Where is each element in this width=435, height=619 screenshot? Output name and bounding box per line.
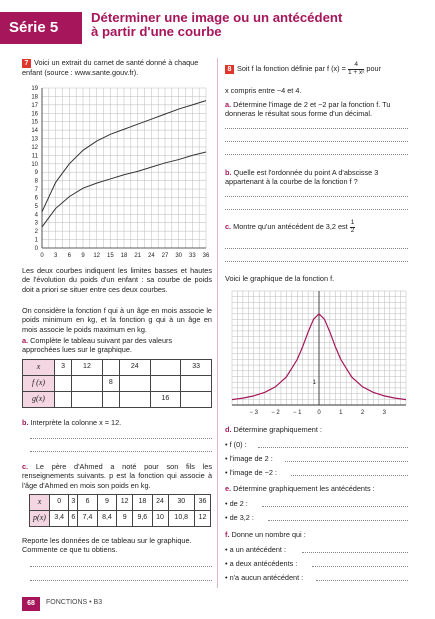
table-cell: 9,6 — [133, 511, 152, 527]
ex8-intro-a: Soit f la fonction définie par f (x) = — [237, 64, 346, 74]
footer-text: FONCTIONS • B3 — [46, 599, 103, 606]
table-row — [30, 495, 211, 511]
table-cell: 10,8 — [168, 511, 194, 527]
ex7-table2 — [29, 494, 211, 527]
table-cell: 33 — [181, 360, 212, 376]
y-tick-label: 0 — [34, 246, 38, 252]
table-cell[interactable] — [55, 376, 72, 392]
answer-line[interactable] — [30, 451, 212, 452]
ex7-qa-label: a. — [22, 336, 29, 345]
ex7-para1: Les deux courbes indiquent les limites basses et hautes de l'évolution du poids d'un enfant : sa courbe de poids doit a priori se situer entre ces deux courbes. — [22, 266, 212, 294]
ex8-qc-label: c. — [225, 222, 232, 232]
table-cell: 24 — [119, 360, 150, 376]
table-cell: 3,4 — [50, 511, 69, 527]
ex8-intro — [225, 62, 415, 77]
ex8-qc-fraction — [350, 220, 356, 235]
function-chart-grid — [232, 291, 406, 405]
answer-line[interactable] — [225, 248, 408, 249]
x-tick-label: − 2 — [271, 410, 280, 416]
ex8-intro-b: pour — [366, 64, 382, 74]
table-cell[interactable] — [119, 392, 150, 408]
table-cell: 6 — [78, 495, 97, 511]
y-tick-label: 6 — [34, 195, 38, 202]
table-cell: p(x) — [30, 511, 50, 527]
ex7-intro — [22, 58, 212, 77]
weight-chart — [20, 84, 216, 264]
frac-denominator: 1 + x² — [347, 68, 365, 76]
x-tick-label: 3 — [382, 410, 386, 416]
table-cell: 16 — [150, 392, 181, 408]
x-tick-label: 18 — [120, 253, 128, 259]
ex7-table1 — [22, 359, 212, 408]
y-tick-label: 8 — [34, 178, 38, 185]
ex7-qb-label: b. — [22, 418, 29, 427]
x-tick-label: 12 — [93, 253, 101, 259]
list-item: • f (0) : — [225, 440, 247, 449]
ex8-qa-label: a. — [225, 100, 232, 109]
y-tick-label: 9 — [34, 170, 38, 177]
table-cell[interactable] — [150, 376, 181, 392]
x-tick-label: 2 — [360, 410, 365, 416]
ex7-qc-text: Le père d'Ahmed a noté pour son fils les renseignements suivants. p est la fonction qui associe à l'âge d'Ahmed en mois son poids en kg. — [22, 462, 212, 490]
x-tick-label: 24 — [147, 253, 155, 259]
answer-line[interactable] — [225, 261, 408, 262]
function-chart — [228, 287, 410, 423]
y-tick-label: 1 — [34, 237, 38, 244]
answer-line[interactable] — [258, 447, 408, 448]
frac-numerator: 1 — [350, 219, 355, 226]
table-cell: 18 — [133, 495, 152, 511]
table-cell: 3 — [69, 495, 78, 511]
answer-line[interactable] — [291, 475, 408, 476]
list-item: • a un antécédent : — [225, 545, 286, 554]
ex7-question-a — [22, 336, 212, 355]
answer-line[interactable] — [312, 566, 408, 567]
ex7-intro-text: Voici un extrait du carnet de santé donné à chaque enfant (source : www.sante.gouv.fr). — [22, 58, 199, 77]
answer-line[interactable] — [268, 520, 408, 521]
table-row — [30, 511, 211, 527]
ex8-question-e — [225, 484, 415, 493]
ex8-question-f — [225, 530, 415, 539]
answer-line[interactable] — [30, 566, 212, 567]
table-cell: 3 — [55, 360, 72, 376]
x-tick-label: 3 — [53, 253, 58, 259]
ex8-qd-text: Détermine graphiquement : — [233, 425, 322, 434]
x-tick-label: − 1 — [292, 410, 302, 416]
table-cell: f (x) — [23, 376, 55, 392]
ex7-qa-text: Complète le tableau suivant par des valeurs approchées lues sur le graphique. — [22, 336, 173, 355]
answer-line[interactable] — [30, 580, 212, 581]
table-cell[interactable] — [102, 392, 119, 408]
ex8-qe-label: e. — [225, 484, 232, 493]
ex8-question-c — [225, 220, 415, 235]
table-cell: 6 — [69, 511, 78, 527]
x-tick-label: 9 — [81, 253, 85, 259]
table-cell[interactable] — [181, 392, 212, 408]
ex8-qd-label: d. — [225, 425, 232, 434]
column-divider — [217, 58, 218, 588]
table-row — [23, 392, 212, 408]
table-cell: 12 — [72, 360, 103, 376]
ex7-qc-label: c. — [22, 462, 29, 471]
table-cell[interactable] — [102, 360, 119, 376]
x-tick-label: 30 — [175, 253, 183, 259]
list-item: • a deux antécédents : — [225, 559, 298, 568]
table-cell: x — [23, 360, 55, 376]
answer-line[interactable] — [225, 154, 408, 155]
y-tick-label: 19 — [31, 86, 38, 92]
ex8-qc-text: Montre qu'un antécédent de 3,2 est — [233, 222, 348, 232]
list-item: • de 3,2 : — [225, 513, 254, 522]
ex8-intro-c: x compris entre −4 et 4. — [225, 86, 302, 95]
table-cell[interactable] — [181, 376, 212, 392]
frac-numerator: 4 — [348, 62, 364, 70]
ex8-qb-text: Quelle est l'ordonnée du point A d'abscisse 3 appartenant à la courbe de la fonction f ? — [225, 168, 379, 187]
table-cell: 8,4 — [97, 511, 116, 527]
y-tick-label: 14 — [31, 128, 38, 135]
y-tick-label: 11 — [31, 153, 38, 160]
y-tick-label: 17 — [31, 102, 38, 109]
answer-line[interactable] — [302, 552, 408, 553]
answer-line[interactable] — [225, 141, 408, 142]
ex8-qf-label: f. — [225, 530, 230, 539]
ex8-number: 8 — [225, 65, 234, 74]
ex8-fraction — [348, 62, 364, 77]
y-tick-label: 3 — [34, 220, 38, 227]
y-tick-label: 12 — [31, 144, 38, 151]
y-tick-label: 10 — [31, 161, 38, 168]
x-tick-label: 1 — [339, 410, 343, 416]
y-tick-label: 13 — [31, 136, 38, 143]
ex8-question-d — [225, 425, 415, 434]
y-tick-label: 2 — [34, 229, 38, 236]
ex7-question-b — [22, 418, 212, 427]
ex7-number: 7 — [22, 59, 31, 68]
list-item: • n'a aucun antécédent : — [225, 573, 304, 582]
table-cell: 12 — [117, 495, 133, 511]
page-number: 68 — [22, 597, 40, 611]
list-item: • l'image de 2 : — [225, 454, 273, 463]
x-tick-label: 6 — [67, 253, 72, 259]
answer-line[interactable] — [285, 461, 408, 462]
table-cell[interactable] — [119, 376, 150, 392]
table-cell[interactable] — [72, 376, 103, 392]
answer-line[interactable] — [316, 580, 408, 581]
ex8-qf-text: Donne un nombre qui : — [231, 530, 306, 539]
table-cell[interactable] — [55, 392, 72, 408]
x-tick-label: 0 — [317, 410, 321, 416]
table-cell: 36 — [194, 495, 210, 511]
y-tick-label: 16 — [31, 111, 38, 118]
ex8-question-b — [225, 168, 415, 187]
table-cell[interactable] — [150, 360, 181, 376]
x-tick-label: 27 — [161, 253, 169, 259]
table-row — [23, 376, 212, 392]
list-item: • l'image de −2 : — [225, 468, 278, 477]
ex7-para2: On considère la fonction f qui à un âge en mois associe le poids minimum en kg, et la fonction g qui à un âge en mois associe le poids maximum en kg. — [22, 306, 212, 334]
x-tick-label: 33 — [188, 253, 196, 259]
y-tick-label: 15 — [31, 119, 38, 126]
answer-line[interactable] — [225, 196, 408, 197]
y-tick-label: 7 — [34, 187, 38, 194]
table-cell[interactable] — [72, 392, 103, 408]
title-line-1: Déterminer une image ou un antécédent — [91, 10, 343, 25]
y-tick-label: 1 — [312, 380, 316, 387]
y-tick-label: 18 — [31, 94, 38, 101]
x-tick-label: 21 — [134, 253, 142, 259]
table-cell: 9 — [117, 511, 133, 527]
page-title — [91, 11, 421, 40]
table-row — [23, 360, 212, 376]
x-tick-label: 0 — [40, 253, 44, 259]
weight-chart-tick-labels — [31, 86, 210, 259]
list-item: • de 2 : — [225, 499, 248, 508]
serie-tab: Série 5 — [0, 12, 82, 44]
answer-line[interactable] — [225, 128, 408, 129]
table-cell: 24 — [152, 495, 168, 511]
table-cell: 12 — [194, 511, 210, 527]
table-cell: 8 — [102, 376, 119, 392]
answer-line[interactable] — [30, 438, 212, 439]
ex8-graph-caption: Voici le graphique de la fonction f. — [225, 274, 335, 283]
x-tick-label: − 3 — [249, 410, 259, 416]
table-cell: 9 — [97, 495, 116, 511]
ex8-question-a — [225, 100, 415, 119]
x-tick-label: 15 — [106, 253, 114, 259]
x-tick-label: 36 — [202, 253, 210, 259]
table-cell: 30 — [168, 495, 194, 511]
y-tick-label: 5 — [34, 203, 38, 210]
ex8-qb-label: b. — [225, 168, 232, 177]
table-cell: 7,4 — [78, 511, 97, 527]
title-line-2: à partir d'une courbe — [91, 24, 222, 40]
table-cell: x — [30, 495, 50, 511]
table-cell: 0 — [50, 495, 69, 511]
ex8-qa-text: Détermine l'image de 2 et −2 par la fonction f. Tu donneras le résultat sous forme d'un décimal. — [225, 100, 391, 119]
table-cell: 10 — [152, 511, 168, 527]
table-cell: g(x) — [23, 392, 55, 408]
answer-line[interactable] — [225, 209, 408, 210]
frac-denominator: 2 — [350, 226, 355, 234]
ex7-question-c — [22, 462, 212, 490]
ex8-qe-text: Détermine graphiquement les antécédents : — [233, 484, 375, 493]
y-tick-label: 4 — [34, 212, 38, 219]
ex7-qb-text: Interprète la colonne x = 12. — [30, 418, 122, 427]
answer-line[interactable] — [262, 506, 408, 507]
ex7-qc-end: Reporte les données de ce tableau sur le graphique. Commente ce que tu obtiens. — [22, 536, 192, 555]
